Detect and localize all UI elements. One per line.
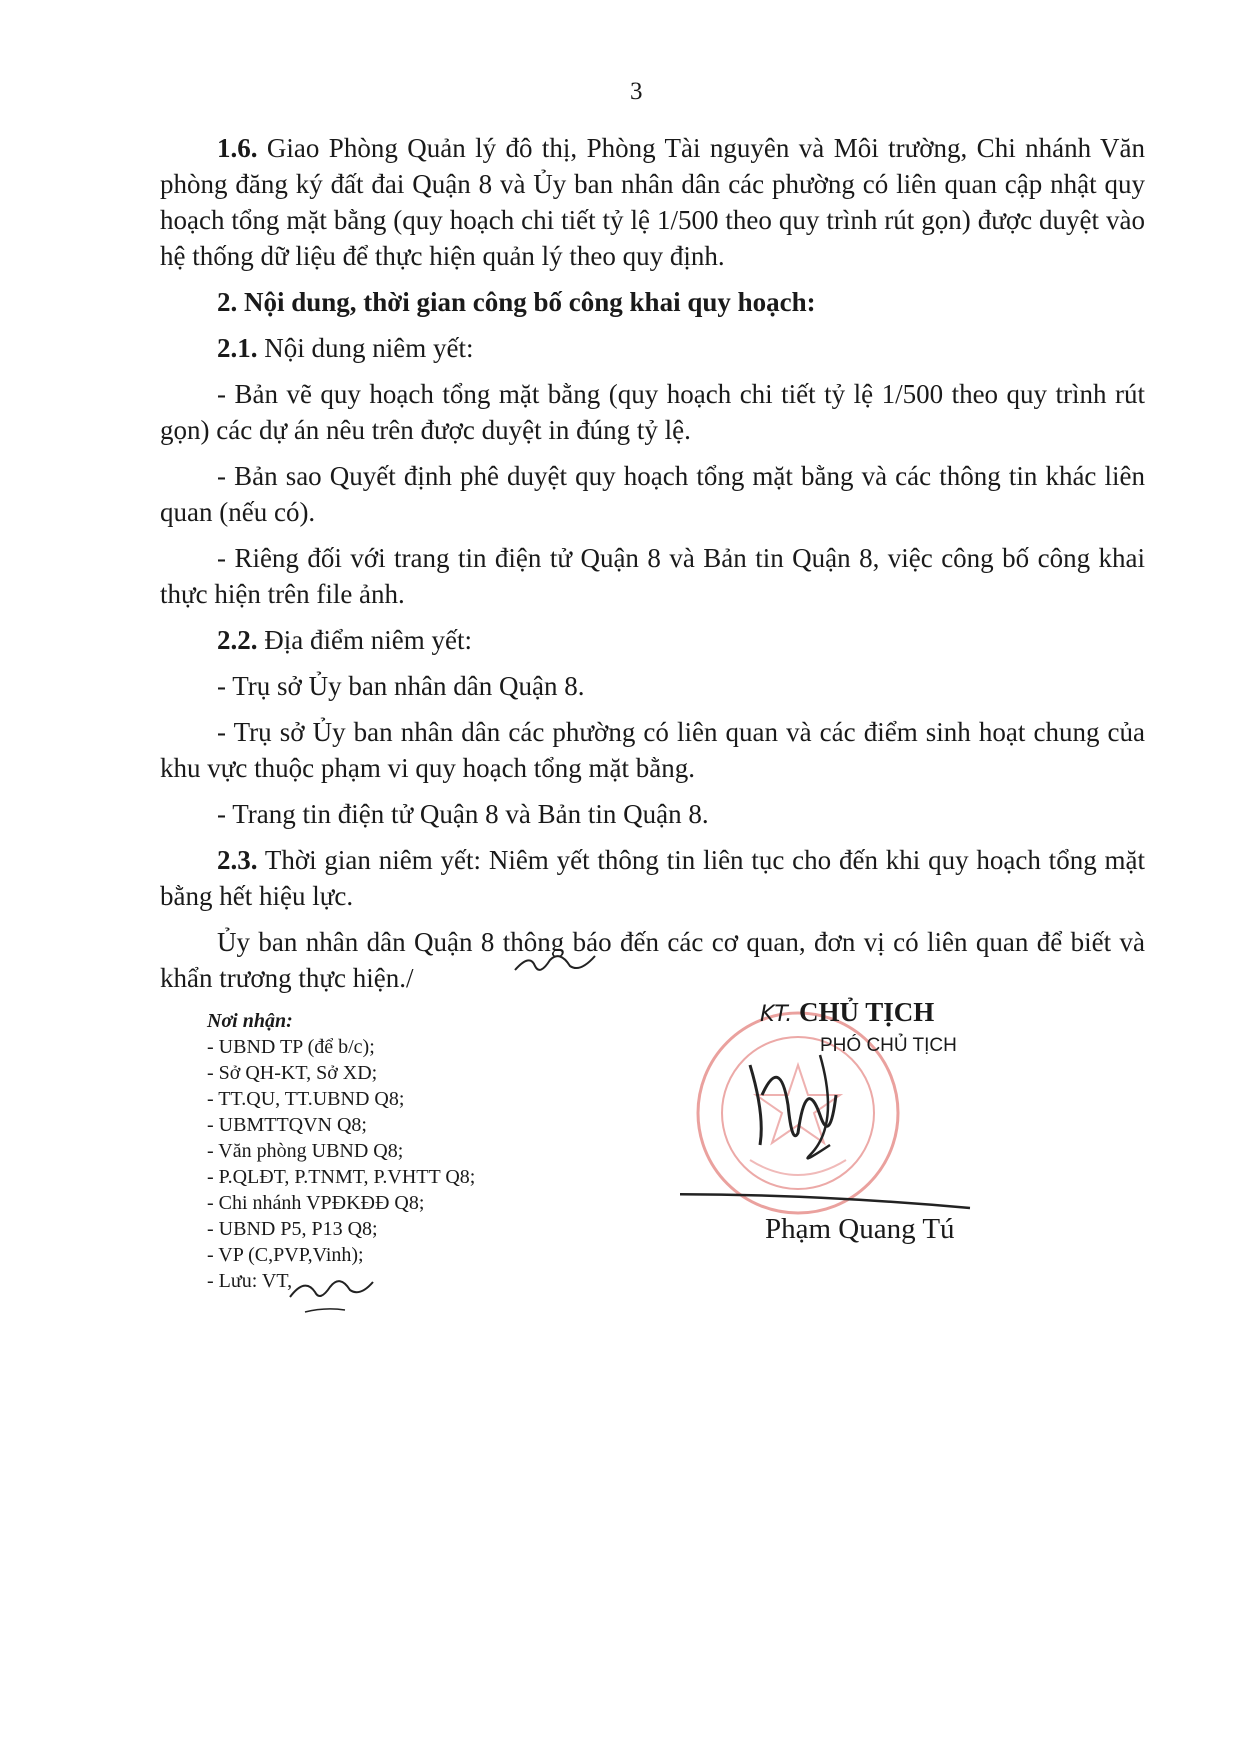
- paragraph-lead: 2. Nội dung, thời gian công bố công khai quy hoạch:: [217, 287, 816, 317]
- signer-prefix: KT.: [760, 1002, 793, 1027]
- recipient-item: - UBND P5, P13 Q8;: [207, 1218, 378, 1240]
- paragraph-pend: [160, 924, 1145, 996]
- initial-mark-icon: [285, 1262, 375, 1317]
- paragraph-p16: [160, 130, 1145, 274]
- recipients-list: [207, 1034, 475, 1294]
- signer-role-text: CHỦ TỊCH: [799, 997, 935, 1027]
- recipient-item: - UBND TP (để b/c);: [207, 1036, 375, 1058]
- recipient-item: - Sở QH-KT, Sở XD;: [207, 1062, 378, 1084]
- paragraph-text: Giao Phòng Quản lý đô thị, Phòng Tài nguyên và Môi trường, Chi nhánh Văn phòng đăng ký đất đai Quận 8 và Ủy ban nhân dân các phường có liên quan cập nhật quy hoạch tổng mặt bằng (quy hoạch chi tiết tỷ lệ 1/500 theo quy trình rút gọn) được duyệt vào hệ thống dữ liệu để thực hiện quản lý theo quy định.: [160, 133, 1145, 271]
- paragraph-text: - Trụ sở Ủy ban nhân dân Quận 8.: [217, 671, 585, 701]
- paragraph-p23: [160, 842, 1145, 914]
- paragraph-lead: 2.3.: [217, 845, 258, 875]
- recipient-item: - Văn phòng UBND Q8;: [207, 1140, 404, 1162]
- paragraph-p21: [160, 330, 1145, 366]
- document-body: [160, 130, 1145, 1006]
- recipient-item: - TT.QU, TT.UBND Q8;: [207, 1088, 405, 1110]
- paragraph-text: Địa điểm niêm yết:: [257, 625, 472, 655]
- page-number: 3: [630, 78, 643, 105]
- paragraph-lead: 2.2.: [217, 625, 258, 655]
- paragraph-p21c: [160, 540, 1145, 612]
- paragraph-text: Ủy ban nhân dân Quận 8 thông báo đến các cơ quan, đơn vị có liên quan để biết và khẩn trương thực hiện./: [160, 927, 1145, 993]
- recipient-item: - Chi nhánh VPĐKĐĐ Q8;: [207, 1192, 425, 1214]
- paragraph-lead: 1.6.: [217, 133, 258, 163]
- paragraph-text: - Trang tin điện tử Quận 8 và Bản tin Quận 8.: [217, 799, 709, 829]
- recipients-block: [207, 1008, 475, 1294]
- recipient-item: - Lưu: VT,: [207, 1270, 293, 1292]
- paragraph-text: - Bản sao Quyết định phê duyệt quy hoạch tổng mặt bằng và các thông tin khác liên quan (nếu có).: [160, 461, 1145, 527]
- paragraph-text: - Trụ sở Ủy ban nhân dân các phường có liên quan và các điểm sinh hoạt chung của khu vực thuộc phạm vi quy hoạch tổng mặt bằng.: [160, 717, 1145, 783]
- paragraph-text: Nội dung niêm yết:: [257, 333, 474, 363]
- paragraph-p22a: [160, 668, 1145, 704]
- paragraph-lead: 2.1.: [217, 333, 258, 363]
- recipient-item: - UBMTTQVN Q8;: [207, 1114, 367, 1136]
- paragraph-h2: [160, 284, 1145, 320]
- paragraph-p21b: [160, 458, 1145, 530]
- signer-subrole: PHÓ CHỦ TỊCH: [820, 1035, 957, 1056]
- initial-mark-icon: [510, 948, 600, 978]
- signer-name: Phạm Quang Tú: [765, 1213, 955, 1245]
- paragraph-text: Thời gian niêm yết: Niêm yết thông tin liên tục cho đến khi quy hoạch tổng mặt bằng hết hiệu lực.: [160, 845, 1145, 911]
- paragraph-p21a: [160, 376, 1145, 448]
- recipients-title: Nơi nhận:: [207, 1010, 293, 1032]
- paragraph-p22c: [160, 796, 1145, 832]
- signature-block: [680, 995, 1100, 1295]
- handwritten-signature-icon: [680, 995, 1100, 1225]
- paragraph-p22: [160, 622, 1145, 658]
- paragraph-p22b: [160, 714, 1145, 786]
- recipient-item: - P.QLĐT, P.TNMT, P.VHTT Q8;: [207, 1166, 476, 1188]
- paragraph-text: - Bản vẽ quy hoạch tổng mặt bằng (quy hoạch chi tiết tỷ lệ 1/500 theo quy trình rút gọn) các dự án nêu trên được duyệt in đúng tỷ lệ.: [160, 379, 1145, 445]
- paragraph-text: - Riêng đối với trang tin điện tử Quận 8 và Bản tin Quận 8, việc công bố công khai thực hiện trên file ảnh.: [160, 543, 1145, 609]
- recipient-item: - VP (C,PVP,Vinh);: [207, 1244, 364, 1266]
